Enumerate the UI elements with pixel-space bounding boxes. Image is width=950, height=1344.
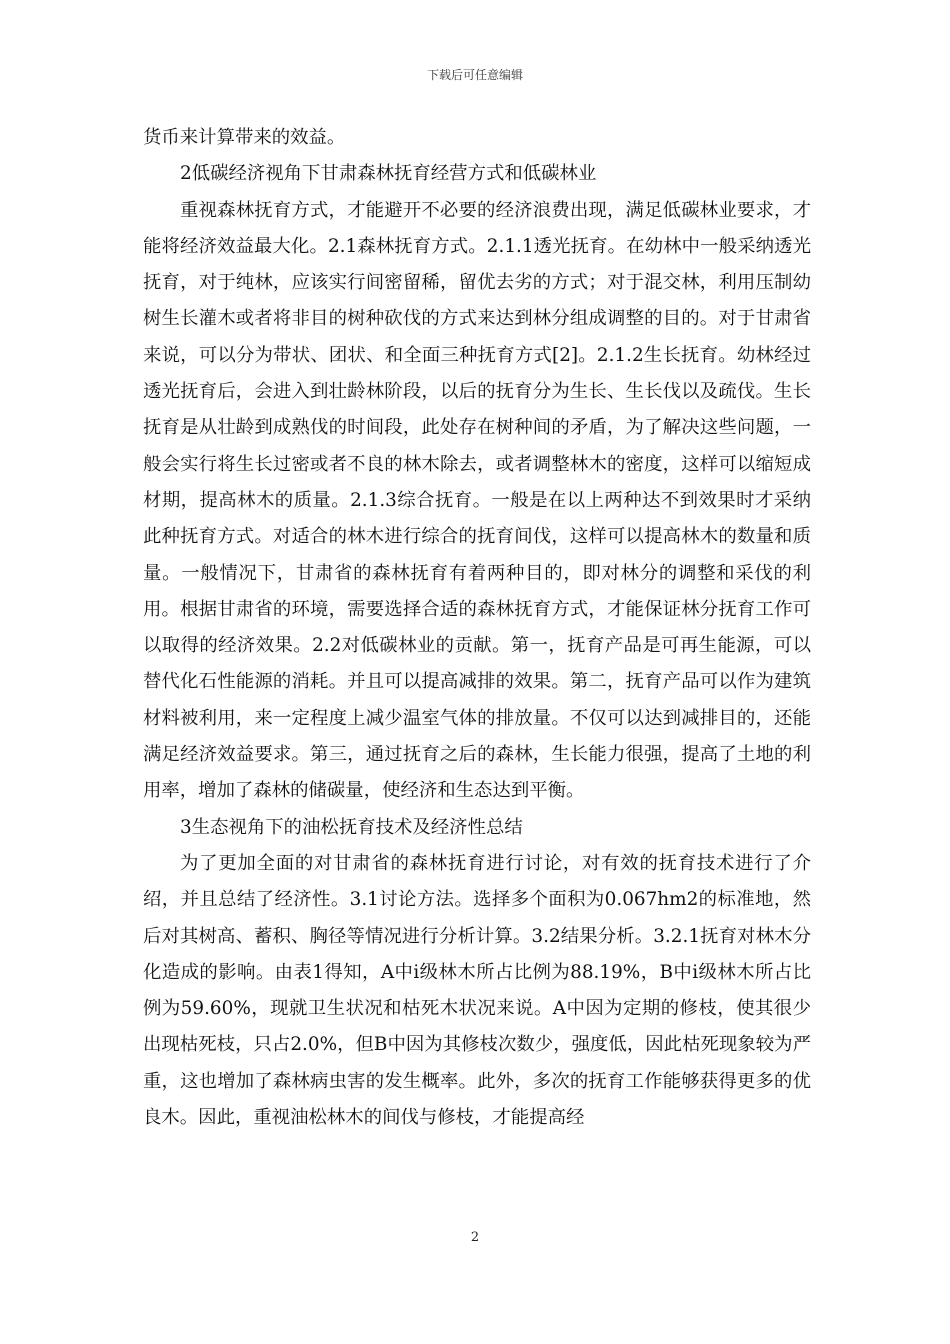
paragraph-continuation: 货币来计算带来的效益。	[143, 127, 346, 148]
section-heading-3: 3生态视角下的油松抚育技术及经济性总结	[180, 816, 523, 838]
paragraph-section-2: 重视森林抚育方式，才能避开不必要的经济浪费出现，满足低碳林业要求，才能将经济效益最大化。2.1森林抚育方式。2.1.1透光抚育。在幼林中一般采纳透光抚育，对于纯林，应该实行间密留稀，留优去劣的方式；对于混交林，利用压制幼树生长灌木或者将非目的树种砍伐的方式来达到林分组成调整的目的。对于甘肃省来说，可以分为带状、团状、和全面三种抚育方式[2]。2.1.2生长抚育。幼林经过透光抚育后，会进入到壮龄林阶段，以后的抚育分为生长、生长伐以及疏伐。生长抚育是从壮龄到成熟伐的时间段，此处存在树种间的矛盾，为了解决这些问题，一般会实行将生长过密或者不良的林木除去，或者调整林木的密度，这样可以缩短成材期，提高林木的质量。2.1.3综合抚育。一般是在以上两种达不到效果时才采纳此种抚育方式。对适合的林木进行综合的抚育间伐，这样可以提高林木的数量和质量。一般情况下，甘肃省的森林抚育有着两种目的，即对林分的调整和采伐的利用。根据甘肃省的环境，需要选择合适的森林抚育方式，才能保证林分抚育工作可以取得的经济效果。2.2对低碳林业的贡献。第一，抚育产品是可再生能源，可以替代化石性能源的消耗。并且可以提高减排的效果。第二，抚育产品可以作为建筑材料被利用，来一定程度上减少温室气体的排放量。不仅可以达到减排目的，还能满足经济效益要求。第三，通过抚育之后的森林，生长能力很强，提高了土地的利用率，增加了森林的储碳量，使经济和生态达到平衡。	[143, 199, 811, 802]
paragraph-section-3: 为了更加全面的对甘肃省的森林抚育进行讨论，对有效的抚育技术进行了介绍，并且总结了经济性。3.1讨论方法。选择多个面积为0.067hm2的标准地，然后对其树高、蓄积、胸径等情况进行分析计算。3.2结果分析。3.2.1抚育对林木分化造成的影响。由表1得知，A中ⅰ级林木所占比例为88.19%，B中ⅰ级林木所占比例为59.60%，现就卫生状况和枯死木状况来说。A中因为定期的修枝，使其很少出现枯死枝，只占2.0%，但B中因为其修枝次数少，强度低，因此枯死现象较为严重，这也增加了森林病虫害的发生概率。此外，多次的抚育工作能够获得更多的优良木。因此，重视油松林木的间伐与修枝，才能提高经	[143, 852, 811, 1129]
page-number: 2	[470, 1230, 480, 1245]
section-heading-2: 2低碳经济视角下甘肃森林抚育经营方式和低碳林业	[180, 163, 597, 185]
page-header: 下载后可任意编辑	[426, 68, 523, 82]
document-body	[143, 120, 811, 1136]
